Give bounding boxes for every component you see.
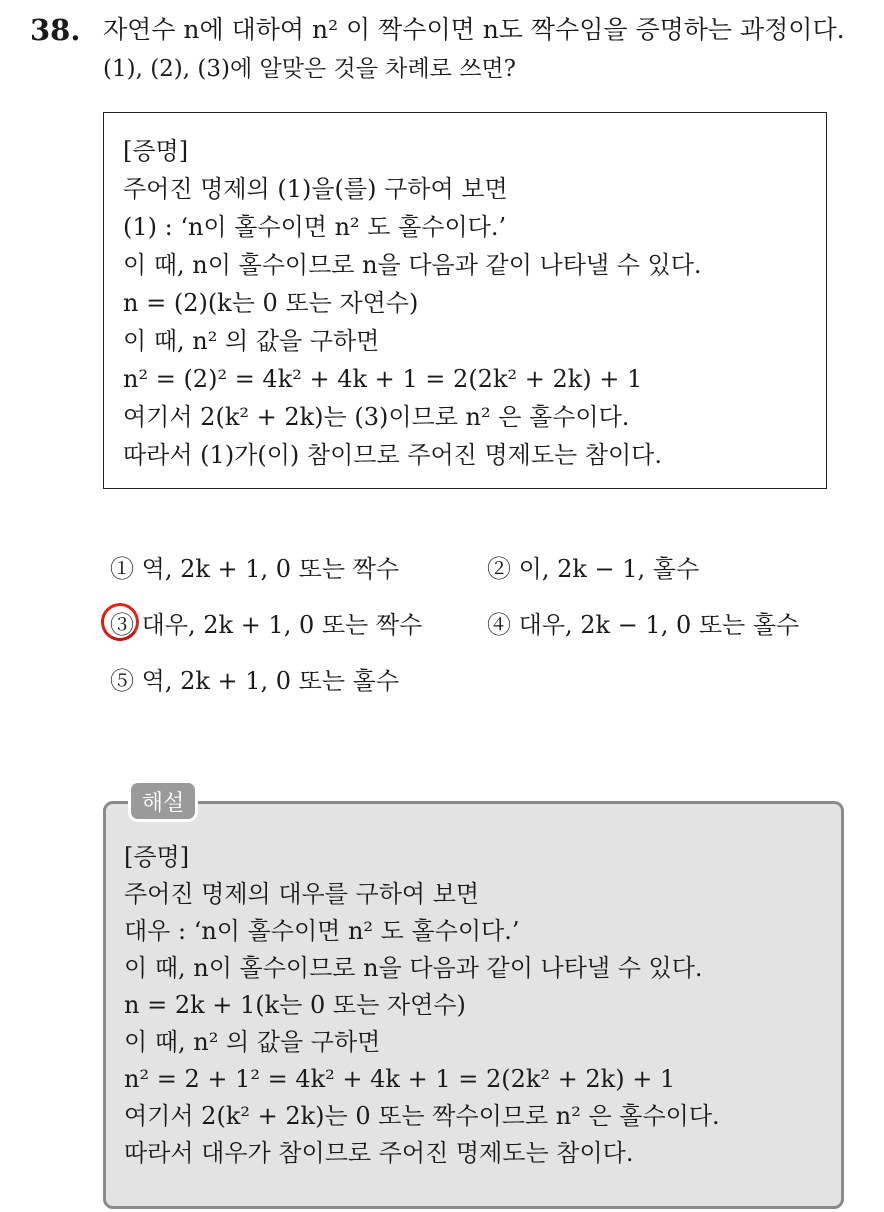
solution-line: 대우 : ‘n이 홀수이면 n² 도 홀수이다.’ (124, 917, 520, 945)
proof-line: 이 때, n이 홀수이므로 n을 다음과 같이 나타낼 수 있다. (123, 251, 702, 279)
proof-line: [증명] (123, 137, 189, 165)
proof-line: (1) : ‘n이 홀수이면 n² 도 홀수이다.’ (123, 213, 507, 241)
choice-2[interactable]: ② 이, 2k − 1, 홀수 (487, 555, 700, 583)
question-number: 38. (30, 13, 81, 47)
proof-line: 따라서 (1)가(이) 참이므로 주어진 명제도는 참이다. (123, 441, 662, 469)
choice-3[interactable]: ③ 대우, 2k + 1, 0 또는 짝수 (110, 611, 423, 639)
proof-line: 주어진 명제의 (1)을(를) 구하여 보면 (123, 175, 508, 203)
proof-line: 이 때, n² 의 값을 구하면 (123, 327, 380, 355)
solution-line: [증명] (124, 843, 190, 871)
choice-4[interactable]: ④ 대우, 2k − 1, 0 또는 홀수 (487, 611, 800, 639)
choice-1[interactable]: ① 역, 2k + 1, 0 또는 짝수 (110, 555, 400, 583)
proof-line: 여기서 2(k² + 2k)는 (3)이므로 n² 은 홀수이다. (123, 403, 630, 431)
solution-line: 이 때, n이 홀수이므로 n을 다음과 같이 나타낼 수 있다. (124, 954, 703, 982)
solution-line: 주어진 명제의 대우를 구하여 보면 (124, 880, 480, 908)
solution-line: 여기서 2(k² + 2k)는 0 또는 짝수이므로 n² 은 홀수이다. (124, 1102, 720, 1130)
solution-line: 이 때, n² 의 값을 구하면 (124, 1028, 381, 1056)
question-text: 자연수 n에 대하여 n² 이 짝수이면 n도 짝수임을 증명하는 과정이다. (103, 15, 845, 44)
solution-line: 따라서 대우가 참이므로 주어진 명제도는 참이다. (124, 1139, 634, 1167)
solution-tag: 해설 (128, 780, 198, 822)
choice-5[interactable]: ⑤ 역, 2k + 1, 0 또는 홀수 (110, 667, 400, 695)
solution-line: n = 2k + 1(k는 0 또는 자연수) (124, 991, 466, 1019)
proof-line: n² = (2)² = 4k² + 4k + 1 = 2(2k² + 2k) + 1 (123, 365, 643, 393)
question-subtext: (1), (2), (3)에 알맞은 것을 차례로 쓰면? (103, 56, 516, 82)
proof-line: n = (2)(k는 0 또는 자연수) (123, 289, 419, 317)
solution-line: n² = 2 + 1² = 4k² + 4k + 1 = 2(2k² + 2k) + 1 (124, 1065, 676, 1093)
